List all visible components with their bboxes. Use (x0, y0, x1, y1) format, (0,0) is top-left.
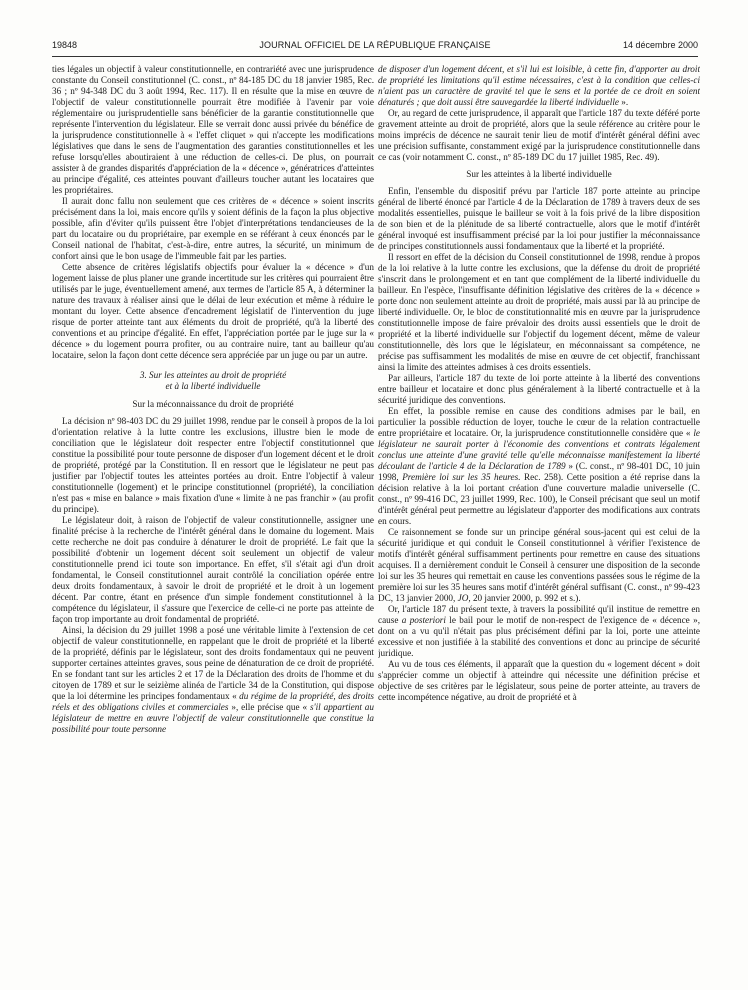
paragraph (378, 604, 700, 659)
header-rule (52, 56, 698, 57)
italic-text: le législateur ne saurait porter à l'économie des conventions et contrats légalement conclus une atteinte d'une gravité telle qu'elle méconnaisse manifestement la liberté découlant de l'article 4 de la Déclaration de 1789 (378, 428, 700, 471)
italic-text: Première loi sur les 35 heures. (402, 472, 521, 482)
italic-text: du régime de la propriété, des droits réels et des obligations civiles et commerciales (52, 691, 374, 712)
page-number: 19848 (52, 40, 78, 50)
paragraph: Enfin, l'ensemble du dispositif prévu par l'article 187 porte atteinte au principe général de liberté énoncé par l'article 4 de la Déclaration de 1789 à travers deux de ses modalités essentielles, puisque le bailleur se voit à la fois privé de la libre disposition de son bien et de la plénitude de sa liberté contractuelle, alors que le motif d'intérêt général invoqué est insuffisamment précisé par la loi pour justifier la méconnaissance de principes constitutionnels aussi fondamentaux que la liberté et la propriété. (378, 186, 700, 251)
text-run: », elle précise que « (228, 702, 311, 712)
paragraph (52, 625, 374, 735)
right-column (378, 64, 700, 964)
text-run: le bail pour le motif de non-respect de l'exigence de « décence », dont on a vu qu'il n'était pas plus précisément défini par la loi, porte une atteinte excessive et non justifiée à la stabilité des conventions et donc au principe de sécurité juridique. (378, 615, 700, 658)
journal-title: JOURNAL OFFICIEL DE LA RÉPUBLIQUE FRANÇAISE (259, 40, 491, 50)
section-title (52, 370, 374, 392)
text-run: Ce raisonnement se fonde sur un principe général sous-jacent qui est celui de la sécurité juridique et qui conduit le Conseil constitutionnel à vérifier l'existence de motifs d'intérêt général suffisamment pertinents pour remettre en cause des situations acquises. Il a dernièrement conduit le Conseil à censurer une disposition de la seconde loi sur les 35 heures qui remettait en cause les conventions passées sous le régime de la première loi sur les 35 heures sans motif d'intérêt général suffisant (C. const., nº 99-423 DC, 13 janvier 2000, (378, 527, 700, 603)
text-run: ». (618, 97, 629, 107)
paragraph: ties légales un objectif à valeur constitutionnelle, en contrariété avec une jurisprudence constante du Conseil constitutionnel (C. const., nº 84-185 DC du 18 janvier 1985, Rec. 36 ; nº 94-348 DC du 3 août 1994, Rec. 117). Il en résulte que la mise en œuvre de l'objectif de valeur constitutionnelle pourrait être modifiée à l'avenir par voie réglementaire ou jurisprudentielle sans bénéficier de la garantie constitutionnelle que représente l'intervention du législateur. Elle se verrait donc aussi privée du bénéfice de la jurisprudence constitutionnelle à « l'effet cliquet » qui n'accepte les modifications législatives que dans le sens de l'augmentation des garanties constitutionnelles et les refuse lorsqu'elles aboutiraient à une réduction de celles-ci. De plus, on pourrait assister à de grandes disparités d'appréciation de la « décence », génératrices d'atteintes au principe d'égalité, ces atteintes pouvant d'ailleurs toucher autant les locataires que les propriétaires. (52, 64, 374, 195)
page-header (52, 40, 698, 54)
paragraph: Par ailleurs, l'article 187 du texte de loi porte atteinte à la liberté des conventions entre bailleur et locataire et donc plus généralement à la liberté contractuelle et à la sécurité juridique des conventions. (378, 373, 700, 405)
paragraph: Or, au regard de cette jurisprudence, il apparaît que l'article 187 du texte déféré porte gravement atteinte au droit de propriété, alors que la seule référence au critère pour le moins imprécis de décence ne saurait tenir lieu de motif d'intérêt général défini avec une précision suffisante, constamment exigé par la jurisprudence constitutionnelle dans ce cas (voir notamment C. const., nº 85-189 DC du 17 juillet 1985, Rec. 49). (378, 108, 700, 162)
text-run: » (C. const., nº 98-401 DC, 10 juin 1998, (378, 461, 700, 482)
subsection-title: Sur les atteintes à la liberté individuelle (466, 169, 612, 179)
paragraph: Le législateur doit, à raison de l'objectif de valeur constitutionnelle, assigner une finalité précise à la recherche de l'intérêt général dans le domaine du logement. Mais cette recherche ne doit pas conduire à dénaturer le droit de propriété. Le fait que la possibilité d'obtenir un logement décent soit seulement un objectif de valeur constitutionnelle prend ici toute son importance. En effet, s'il s'était agi d'un droit fondamental, le Conseil constitutionnel aurait contrôlé la conciliation opérée entre deux droits fondamentaux, à savoir le droit de propriété et le droit à un logement décent. Par contre, étant en présence d'un simple fondement constitutionnel à la compétence du législateur, il s'assure que l'exercice de celle-ci ne porte pas atteinte de façon trop importante au droit fondamental de propriété. (52, 515, 374, 624)
paragraph (378, 527, 700, 604)
paragraph: Cette absence de critères législatifs objectifs pour évaluer la « décence » d'un logement laisse de plus planer une grande incertitude sur les critères qui pourraient être utilisés par le juge, éventuellement amené, aux termes de l'article 85 A, à déterminer la nature des travaux à réaliser ainsi que le délai de leur exécution et même à réduire le montant du loyer. Cette absence d'encadrement législatif de l'intervention du juge risque de porter atteinte tant aux éléments du droit de propriété, qu'à la liberté des conventions et au principe d'égalité. En effet, l'appréciation portée par le juge sur la « décence » du logement pourra profiter, ou au contraire nuire, tant au bailleur qu'au locataire, selon la façon dont cette décence sera appréciée par un juge ou par un autre. (52, 262, 374, 360)
paragraph (378, 64, 700, 108)
italic-text: a posteriori (401, 615, 446, 625)
left-column (52, 64, 374, 964)
text-run: Rec. 258). Cette position a été reprise dans la décision relative à la loi portant création d'une couverture maladie universelle (C. const., nº 99-416 DC, 23 juillet 1999, Rec. 100), le Conseil précisant que seul un motif d'intérêt général peut permettre au législateur d'apporter des modifications aux contrats en cours. (378, 472, 700, 526)
section-title-line: et à la liberté individuelle (165, 381, 261, 391)
text-run: Or, l'article 187 du présent texte, à travers la possibilité qu'il institue de remettre en cause (378, 604, 700, 625)
section-title-line: 3. Sur les atteintes au droit de propriété (139, 370, 287, 380)
italic-text: s'il appartient au législateur de mettre en œuvre l'objectif de valeur constitutionnelle que constitue la possibilité pour toute personne (52, 702, 374, 734)
paragraph: La décision nº 98-403 DC du 29 juillet 1998, rendue par le conseil à propos de la loi d'orientation relative à la lutte contre les exclusions, illustre bien le mode de conciliation que le législateur doit respecter entre l'objectif constitutionnel que constitue la possibilité pour toute personne de disposer d'un logement décent et le droit de propriété, protégé par la Constitution. Il en ressort que le législateur ne peut pas justifier par l'objectif toutes les atteintes portées au droit. Entre l'objectif à valeur constitutionnelle (logement) et le principe constitutionnel (propriété), la conciliation n'est pas « mise en balance » mais fixation d'une « limite à ne pas franchir » (au profit du principe). (52, 416, 374, 514)
paragraph: Il ressort en effet de la décision du Conseil constitutionnel de 1998, rendue à propos de la loi relative à la lutte contre les exclusions, que la défense du droit de propriété s'inscrit dans le prolongement et en tant que complément de la liberté individuelle du bailleur. En l'espèce, l'insuffisante définition législative des critères de la « décence » porte donc non seulement atteinte au droit de propriété, mais aussi par là au principe de liberté individuelle. Or, le bloc de constitutionnalité mis en œuvre par la jurisprudence constitutionnelle impose de faire prévaloir des droits aussi essentiels que le droit de propriété et la liberté individuelle sur l'objectif du logement décent, même de valeur constitutionnelle, dès lors que le législateur, en méconnaissant sa compétence, ne précise pas suffisamment les modalités de mise en œuvre de cet objectif, franchissant ainsi la limite des atteintes admises à ces droits essentiels. (378, 252, 700, 372)
text-run: 20 janvier 2000, p. 992 et s.). (470, 593, 581, 603)
publication-date: 14 décembre 2000 (622, 40, 698, 50)
paragraph: Au vu de tous ces éléments, il apparaît que la question du « logement décent » doit s'apprécier comme un objectif à atteindre qui nécessite une définition précise et objective de ses critères par le législateur, sous peine de porter atteinte, au travers de cette incompétence négative, au droit de propriété et à (378, 659, 700, 702)
italic-text: JO, (457, 593, 471, 603)
text-run: Ainsi, la décision du 29 juillet 1998 a posé une véritable limite à l'extension de cet objectif de valeur constitutionnelle, en rappelant que le droit de propriété et la liberté de la propriété, définis par le législateur, sont des droits fondamentaux qui ne peuvent supporter certaines atteintes graves, sous peine de dénaturation de ce droit de propriété. En se fondant tant sur les articles 2 et 17 de la Déclaration des droits de l'homme et du citoyen de 1789 et sur le seizième alinéa de l'article 34 de la Constitution, qui dispose que la loi détermine les principes fondamentaux « (52, 625, 374, 701)
paragraph: Il aurait donc fallu non seulement que ces critères de « décence » soient inscrits précisément dans la loi, mais encore qu'ils y soient définis de la façon la plus objective possible, afin d'éviter qu'ils puissent être l'objet d'interprétations tendancieuses de la part du locataire ou du propriétaire, par exemple en se référant à ceux énoncés par le Conseil national de l'habitat, c'est-à-dire, entre autres, la sécurité, un minimum de confort ainsi que le bon usage de l'immeuble fait par les parties. (52, 196, 374, 261)
subsection-title: Sur la méconnaissance du droit de propriété (132, 399, 294, 409)
paragraph (378, 406, 700, 527)
text-run: En effet, la possible remise en cause des conditions admises par le bail, en particulier la possible réduction de loyer, touche le cœur de la relation contractuelle entre propriétaire et locataire. Or, la jurisprudence constitutionnelle considère que « (378, 406, 700, 438)
italic-text: de disposer d'un logement décent, et s'il lui est loisible, à cette fin, d'apporter au droit de propriété les limitations qu'il estime nécessaires, c'est à la condition que celles-ci n'aient pas un caractère de gravité tel que le sens et la portée de ce droit en soient dénaturés ; que doit aussi être sauvegardée la liberté individuelle (378, 64, 700, 107)
